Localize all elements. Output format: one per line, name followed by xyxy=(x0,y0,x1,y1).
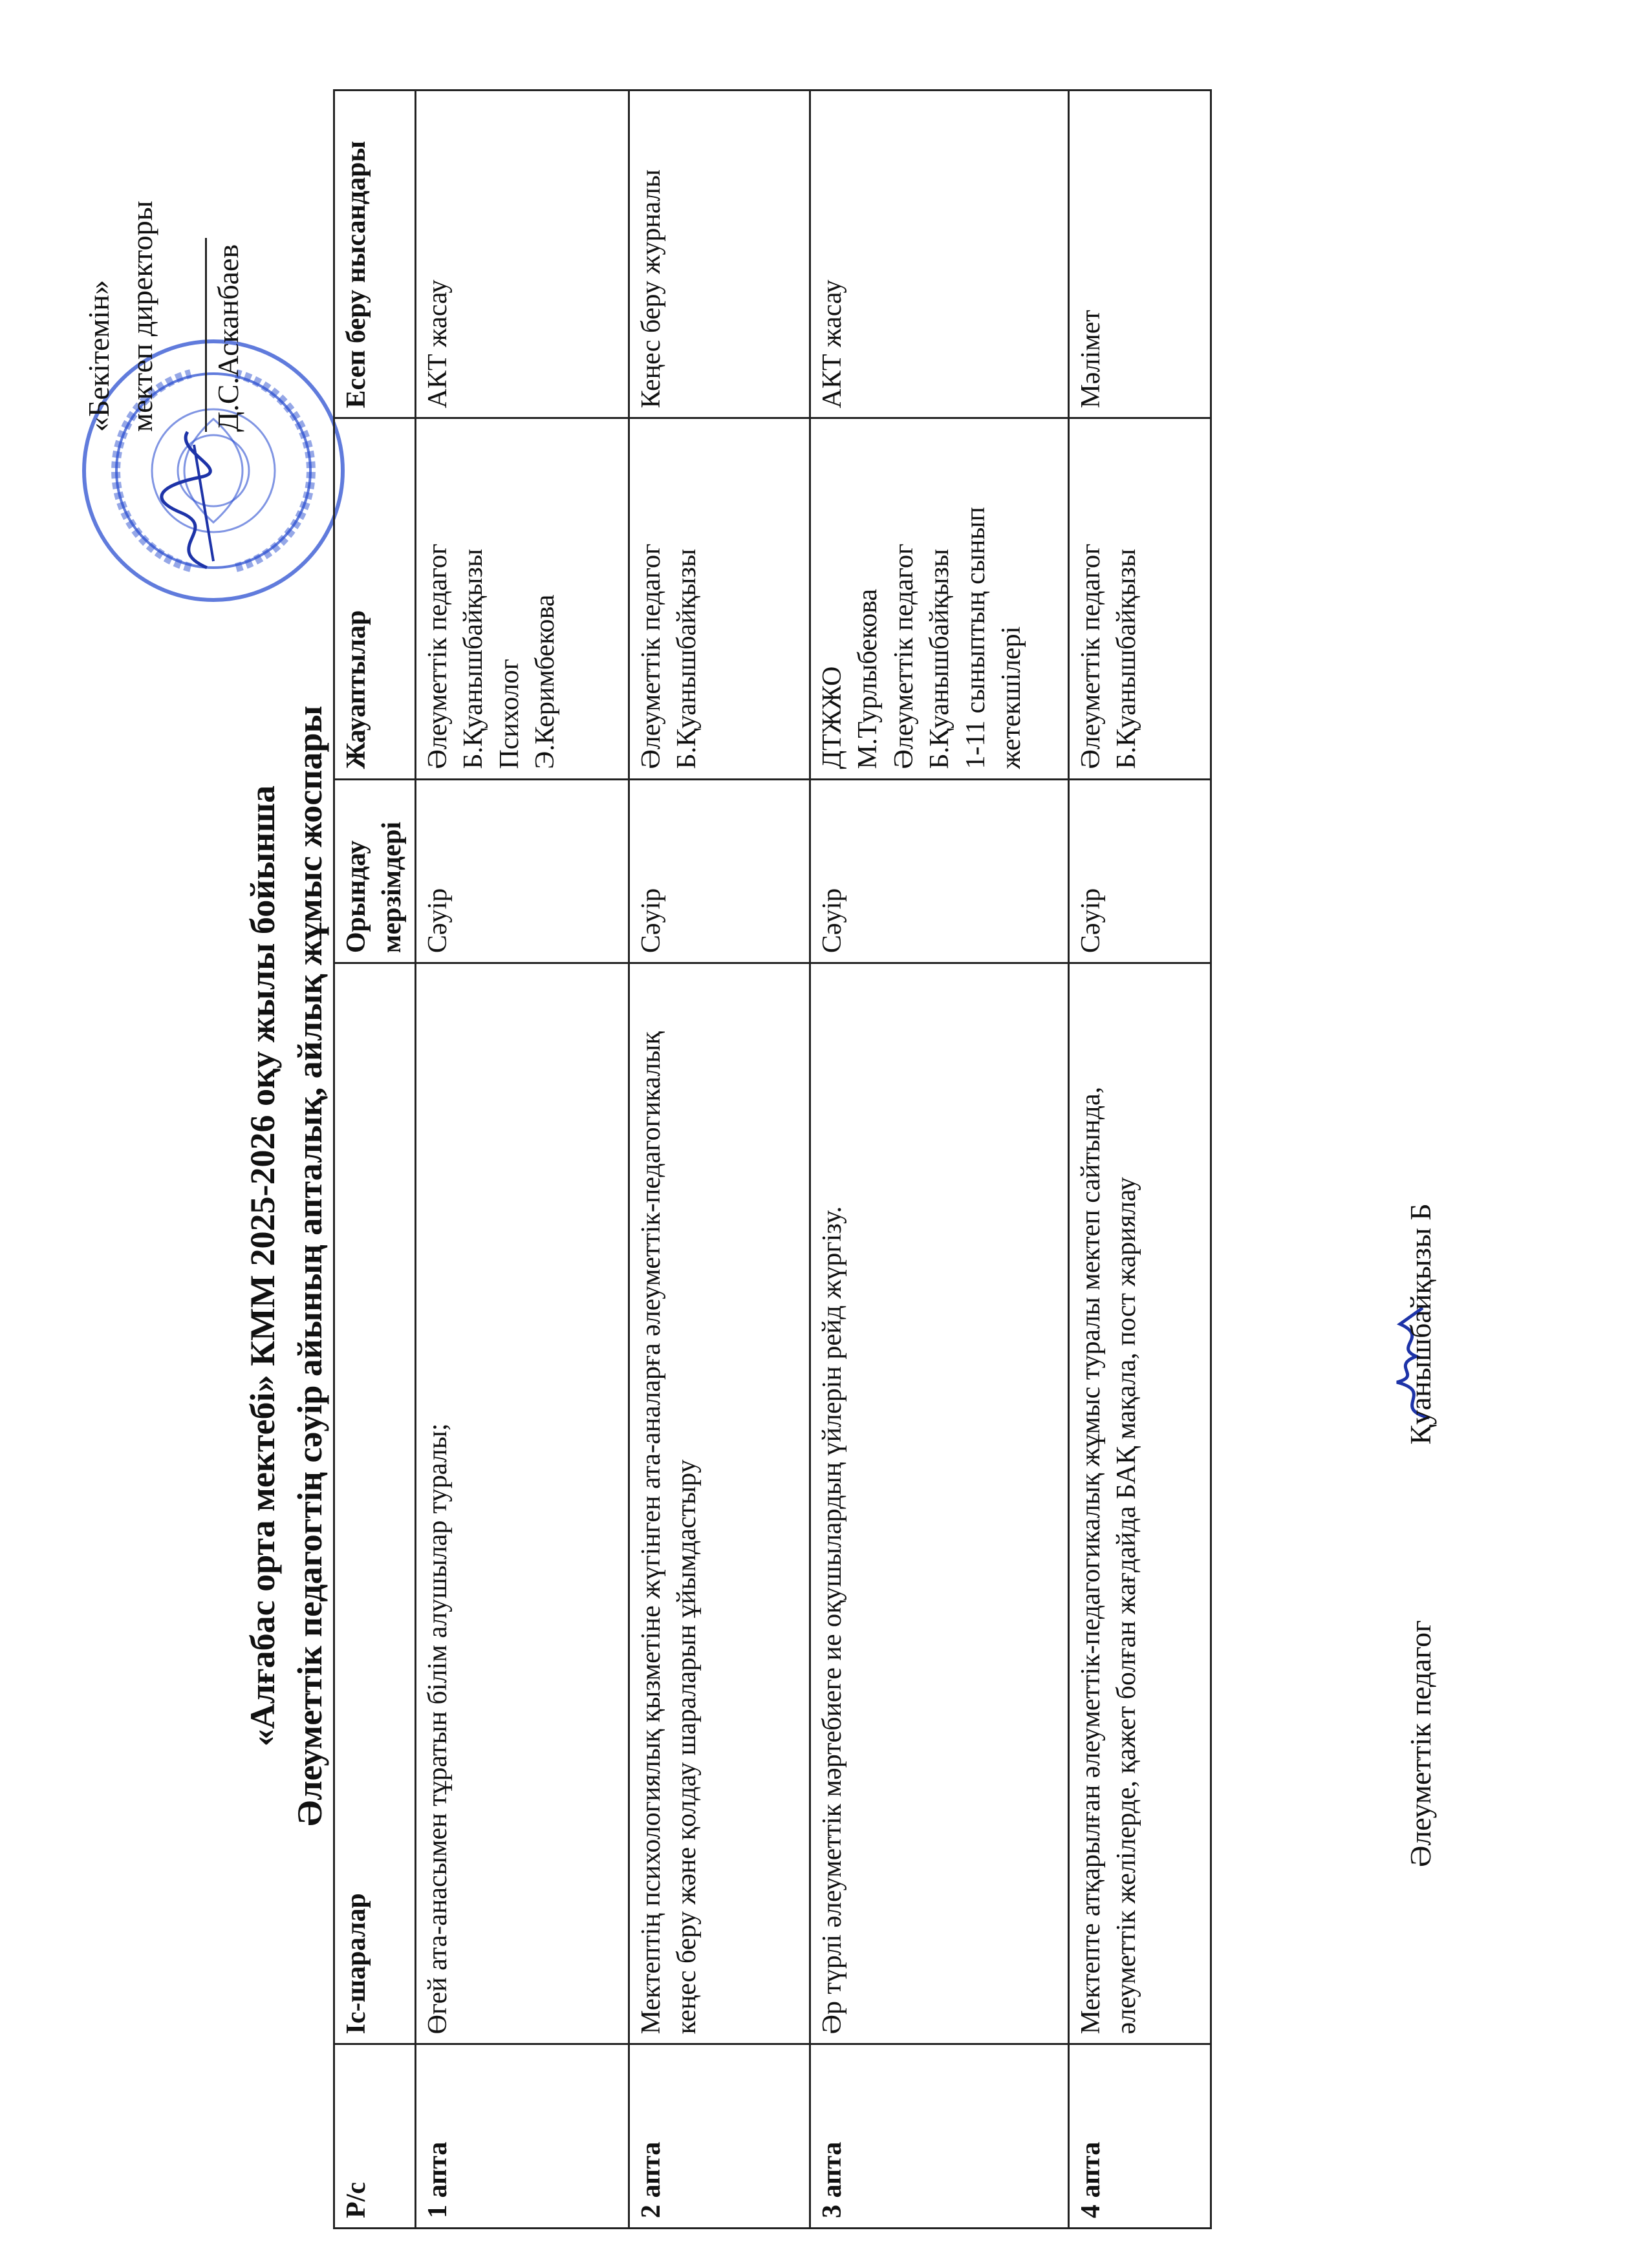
document-title xyxy=(239,522,334,2009)
report-cell: Мәлімет xyxy=(1068,91,1211,418)
report-cell: АКТ жасау xyxy=(810,91,1068,418)
deadline-cell: Сәуір xyxy=(810,779,1068,963)
table-row xyxy=(629,91,810,2229)
header-responsible: Жауаптылар xyxy=(334,418,416,779)
responsible-line: Б.Қуанышбайқызы xyxy=(458,548,489,769)
title-line-1: «Алғабас орта мектебі» КММ 2025-2026 оқу жылы бойынша xyxy=(243,785,282,1747)
responsible-line: ДТЖЖО xyxy=(817,666,847,769)
work-plan-table xyxy=(333,89,1212,2229)
approval-position: мектеп директоры xyxy=(125,200,158,432)
week-cell: 3 апта xyxy=(810,2044,1068,2229)
signature-rule xyxy=(205,238,207,432)
title-line-2: Әлеуметтік педагогтің сәуір айының апталық, айлық жұмыс жоспары xyxy=(290,705,329,1826)
responsible-line: Әлеуметтік педагог xyxy=(1075,543,1106,769)
activity-cell: Өгей ата-анасымен тұратын білім алушылар туралы; xyxy=(415,963,629,2044)
approval-block xyxy=(78,44,250,432)
header-report-form: Есеп беру нысандары xyxy=(334,91,416,418)
footer-role: Әлеуметтік педагог xyxy=(1404,1620,1437,1867)
activity-cell: Мектептің психологиялық қызметіне жүгінген ата-аналарға әлеуметтік-педагогикалық кеңес беру және қолдау шараларын ұйымдастыру xyxy=(629,963,810,2044)
approval-name: Д.С.Асканбаев xyxy=(211,244,245,432)
responsible-line: Б.Қуанышбайқызы xyxy=(1112,548,1142,769)
week-cell: 2 апта xyxy=(629,2044,810,2229)
table-row xyxy=(415,91,629,2229)
header-number: Р/с xyxy=(334,2044,416,2229)
responsible-line: Э.Керимбекова xyxy=(530,594,561,769)
table-row xyxy=(1068,91,1211,2229)
report-cell: Кеңес беру журналы xyxy=(629,91,810,418)
responsible-line: Әлеуметтік педагог xyxy=(889,543,919,769)
responsible-line: Әлеуметтік педагог xyxy=(422,543,453,769)
responsible-line: Б.Қуанышбайқызы xyxy=(672,548,702,769)
approval-label: «Бекітемін» xyxy=(82,280,115,432)
responsible-line: М.Турлыбекова xyxy=(853,588,883,769)
director-signature xyxy=(149,425,226,574)
responsible-line: Психолог xyxy=(494,659,524,769)
week-cell: 4 апта xyxy=(1068,2044,1211,2229)
header-deadline: Орындау мерзімдері xyxy=(334,779,416,963)
responsible-line: Әлеуметтік педагог xyxy=(636,543,666,769)
deadline-cell: Сәуір xyxy=(1068,779,1211,963)
table-row xyxy=(810,91,1068,2229)
deadline-cell: Сәуір xyxy=(629,779,810,963)
report-cell: АКТ жасау xyxy=(415,91,629,418)
responsible-line: 1-11 сыныптың сынып жетекшілері xyxy=(960,507,1027,769)
responsible-cell xyxy=(629,418,810,779)
responsible-cell xyxy=(1068,418,1211,779)
footer-name: Қуанышбайқызы Б xyxy=(1404,1203,1437,1445)
footer-signature-line xyxy=(1403,1035,1438,1867)
responsible-line: Б.Қуанышбайқызы xyxy=(925,548,955,769)
activity-cell: Мектепте атқарылған әлеуметтік-педагогикалық жұмыс туралы мектеп сайтында, әлеуметтік желілерде, қажет болған жағдайда БАҚ мақала, пост жариялау xyxy=(1068,963,1211,2044)
responsible-cell xyxy=(810,418,1068,779)
activity-cell: Әр түрлі әлеуметтік мәртебиеге ие оқушылардың үйлерін рейд жүргізу. xyxy=(810,963,1068,2044)
header-activities: Іс-шаралар xyxy=(334,963,416,2044)
approval-signature-line xyxy=(164,44,250,432)
table-header-row xyxy=(334,91,416,2229)
deadline-cell: Сәуір xyxy=(415,779,629,963)
responsible-cell xyxy=(415,418,629,779)
week-cell: 1 апта xyxy=(415,2044,629,2229)
